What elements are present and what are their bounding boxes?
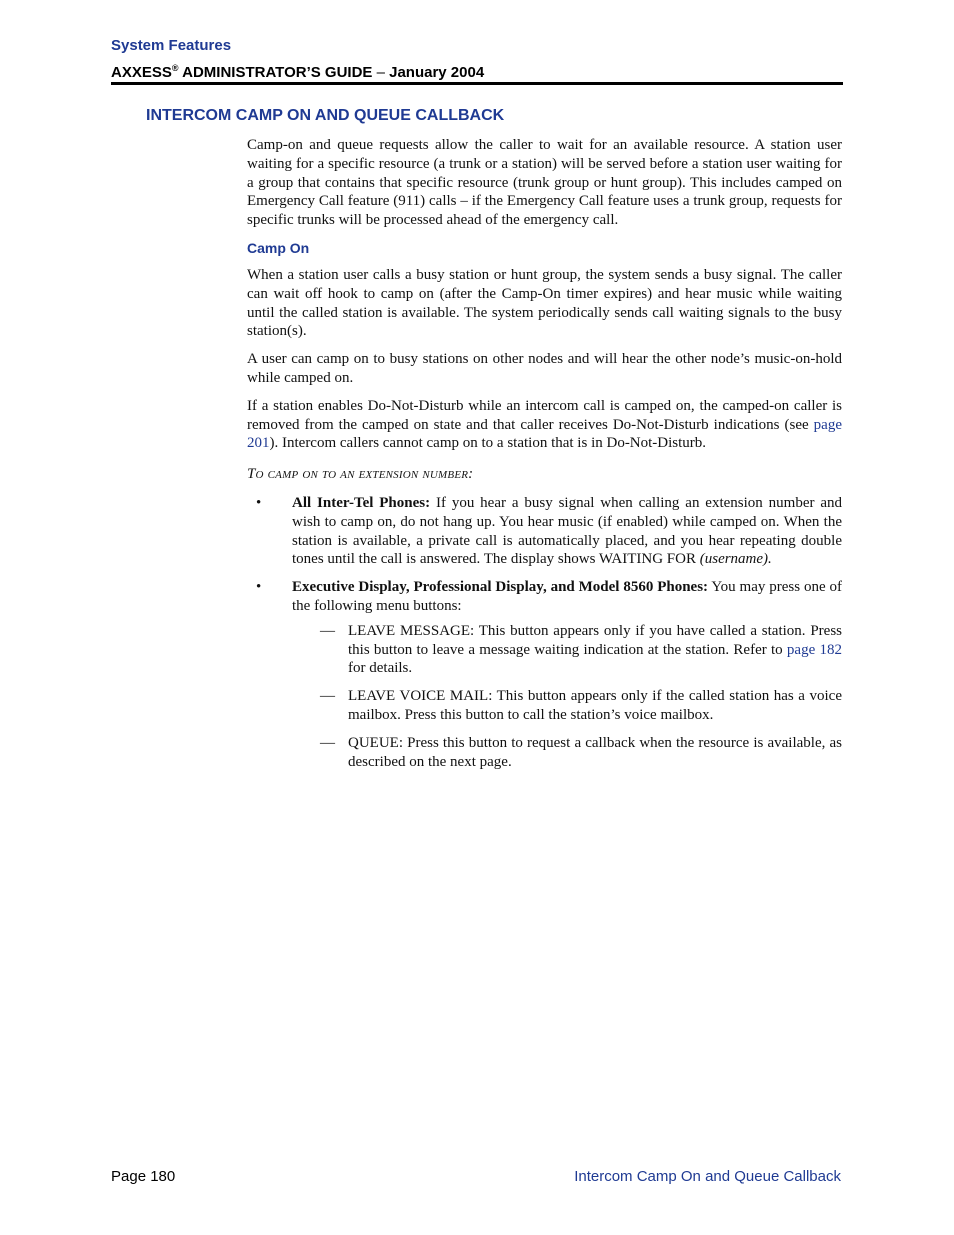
list-item [247,494,842,569]
page-header [111,36,843,83]
header-rule [111,82,843,85]
guide-brand: AXXESS [111,64,172,81]
dash-text-after: for details. [348,660,413,677]
procedure-heading: To camp on to an extension number: [247,466,474,483]
dash-text: QUEUE: Press this button to request a callback when the resource is available, as described on the next page. [348,734,842,770]
list-item [292,734,842,772]
camp-on-paragraph-3 [247,397,842,453]
para3-text-before: If a station enables Do-Not-Disturb while an intercom call is camped on, the camped-on caller is removed from the camped on state and that caller receives Do-Not-Disturb indications (see [247,397,842,433]
guide-dash: – [376,64,385,81]
list-item [292,622,842,678]
camp-on-heading: Camp On [247,239,310,256]
guide-date: January 2004 [389,64,485,81]
dash-text: LEAVE MESSAGE: This button appears only if you have called a station. Press this button to leave a message waiting indication at the station. Refer to [348,622,842,658]
page-182-link[interactable]: page 182 [786,641,842,658]
camp-on-paragraph-1: When a station user calls a busy station or hunt group, the system sends a busy signal. The caller can wait off hook to camp on (after the Camp-On timer expires) and hear music while waiting until the called station is available. The system periodically sends call waiting signals to the busy station(s). [247,266,842,340]
bullet-text: If you hear a busy signal when calling an extension number and wish to camp on, do not hang up. You hear music (if enabled) while camped on. When the station is available, a private call is automatically placed, and you hear repeating double tones until the call is answered. The display shows WAITING FOR [292,494,842,568]
bullet-italic-text: (username). [699,551,772,568]
dash-text: LEAVE VOICE MAIL: This button appears only if the called station has a voice mailbox. Press this button to call the station’s voice mailbox. [348,688,842,723]
list-item [247,578,842,771]
page-201-link[interactable]: page 201 [247,416,842,452]
em-dash-icon: — [320,734,335,751]
intro-paragraph: Camp-on and queue requests allow the caller to wait for an available resource. A station user waiting for a specific resource (a trunk or a station) will be served before a station user waiting for a group that contains that specific resource (trunk group or hunt group). This includes camped on Emergency Call feature (911) calls – if the Emergency Call feature uses a trunk group, requests for specific trunks will be processed ahead of the emergency call. [247,137,842,229]
para3-text-after: ). Intercom callers cannot camp on to a station that is in Do-Not-Disturb. [269,435,707,452]
header-guide-title [111,58,843,83]
footer-chapter-title: Intercom Camp On and Queue Callback [574,1168,841,1185]
em-dash-icon: — [320,622,335,639]
camp-on-paragraph-2: A user can camp on to busy stations on other nodes and will hear the other node’s music-on-hold while camped on. [247,351,842,386]
bullet-icon: • [256,579,262,596]
section-title: INTERCOM CAMP ON AND QUEUE CALLBACK [146,107,505,124]
page-number: Page 180 [111,1168,176,1185]
bullet-icon: • [256,494,262,511]
bullet-text: You may press one of the following menu buttons: [292,579,842,614]
bullet-list [247,494,842,771]
bullet-bold-label: Executive Display, Professional Display, and Model 8560 Phones: [292,579,709,596]
header-section-name: System Features [111,37,232,54]
guide-title: ADMINISTRATOR’S GUIDE [182,64,373,81]
main-content [247,136,842,780]
em-dash-icon: — [320,688,335,705]
list-item [292,687,842,725]
bullet-bold-label: All Inter-Tel Phones: [292,494,431,511]
registered-mark: ® [171,63,179,73]
dash-list [292,622,842,772]
